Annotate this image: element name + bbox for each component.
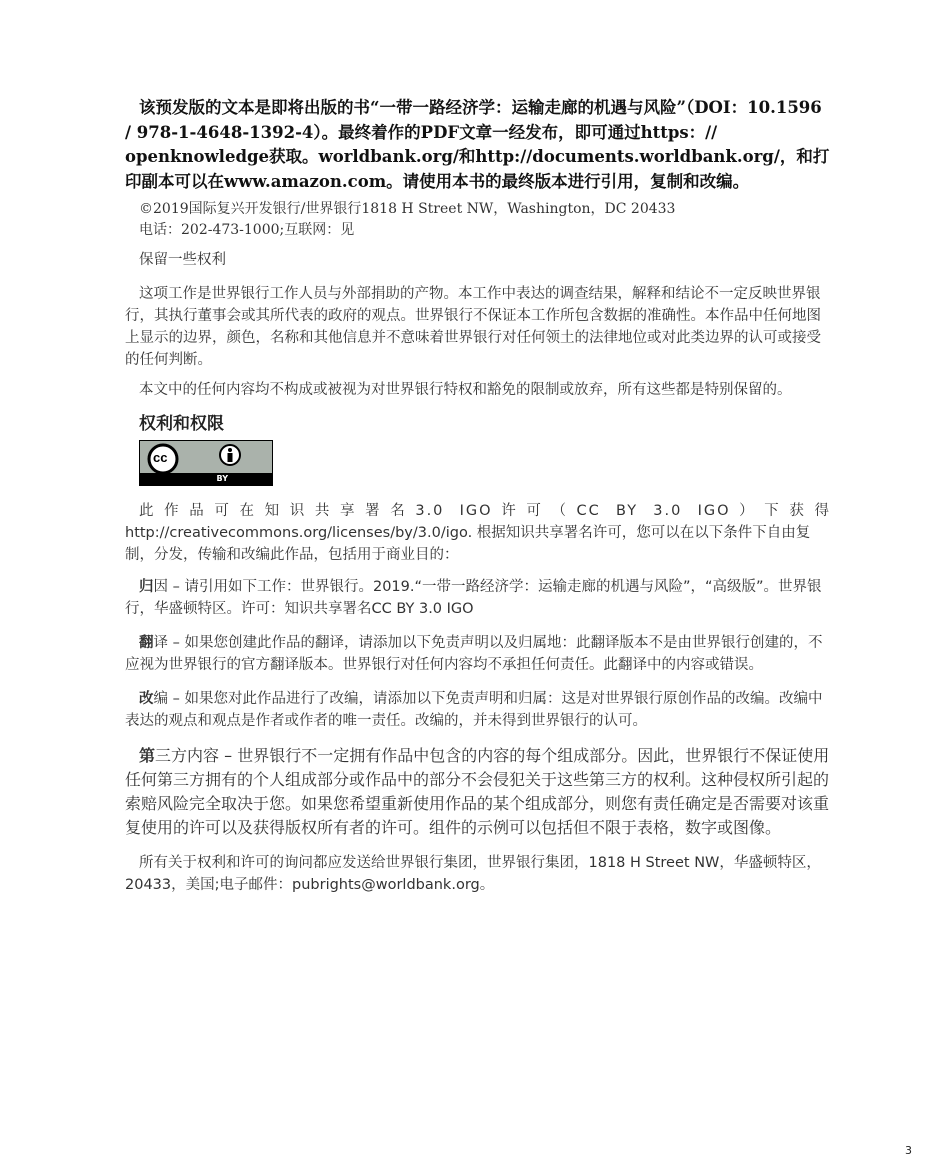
license-line-1: 此作品可在知识共享署名3.0 IGO许可（CC BY 3.0 IGO）下获得 [139,503,831,519]
section-heading: 权利和权限 [139,414,224,434]
badge-band [140,473,272,485]
third-party-text: 三方内容 – 世界银行不一定拥有作品中包含的内容的每个组成部分。因此，世界银行不保证使用任何第三方拥有的个人组成部分或作品中的部分不会侵犯关于这些第三方的权利。这种侵权所引起的索赔风险完全取决于您。如果您希望重新使用作品的某个组成部分，则您有责任确定是否需要对该重复使用的许可以及获得版权所有者的许可。组件的示例可以包括但不限于表格，数字或图像。 [125,746,830,837]
attribution-text: 因 – 请引用如下工作：世界银行。2019.“一带一路经济学：运输走廊的机遇与风险”，“高级版”。世界银行，华盛顿特区。许可：知识共享署名CC BY 3.0 IGO [125,579,822,617]
license-line-2: http://creativecommons.org/licenses/by/3.0/igo. 根据知识共享署名许可，您可以在以下条件下自由复制，分发，传输和改编此作品，包括用于商业目的： [125,525,811,563]
page-number: 3 [905,1144,912,1157]
third-party-lead: 第 [139,746,156,765]
cc-label: cc [153,450,168,465]
adaptation-paragraph [125,688,831,732]
cc-by-license-badge [139,440,273,486]
by-label: BY [216,474,228,483]
third-party-paragraph [125,744,831,840]
copyright-line: ©2019国际复兴开发银行/世界银行1818 H Street NW，Washington，DC 20433 [139,201,676,217]
privileges-paragraph: 本文中的任何内容均不构成或被视为对世界银行特权和豁免的限制或放弃，所有这些都是特别保留的。 [139,382,792,398]
page-content [125,96,831,896]
translation-paragraph [125,632,831,676]
translation-text: 译 – 如果您创建此作品的翻译，请添加以下免责声明以及归属地：此翻译版本不是由世界银行创建的，不应视为世界银行的官方翻译版本。世界银行对任何内容均不承担任何责任。此翻译中的内容或错误。 [125,635,823,673]
disclaimer-paragraph: 这项工作是世界银行工作人员与外部捐助的产物。本工作中表达的调查结果，解释和结论不一定反映世界银行，其执行董事会或其所代表的政府的观点。世界银行不保证本工作所包含数据的准确性。本作品中任何地图上显示的边界，颜色，名称和其他信息并不意味着世界银行对任何领土的法律地位或对此类边界的认可或接受的任何判断。 [125,286,821,368]
phone-line: 电话：202-473-1000;互联网：见 [139,222,355,238]
rights-reserved: 保留一些权利 [139,252,226,268]
attribution-lead: 归 [139,579,154,595]
adaptation-lead: 改 [139,691,154,707]
attribution-paragraph [125,576,831,620]
intro-paragraph: 该预发版的文本是即将出版的书“一带一路经济学：运输走廊的机遇与风险”（DOI：10.1596 / 978-1-4648-1392-4）。最终着作的PDF文章一经发布，即可通过https：// openknowledge获取。worldbank.org/和http://documents.worldbank.org/，和打印副本可以在www.amazon.com。请使用本书的最终版本进行引用，复制和改编。 [125,98,830,191]
contact-paragraph: 所有关于权利和许可的询问都应发送给世界银行集团，世界银行集团，1818 H Street NW，华盛顿特区，20433，美国;电子邮件：pubrights@worldbank.org。 [125,855,821,893]
translation-lead: 翻 [139,635,154,651]
adaptation-text: 编 – 如果您对此作品进行了改编，请添加以下免责声明和归属：这是对世界银行原创作品的改编。改编中表达的观点和观点是作者或作者的唯一责任。改编的，并未得到世界银行的认可。 [125,691,823,729]
